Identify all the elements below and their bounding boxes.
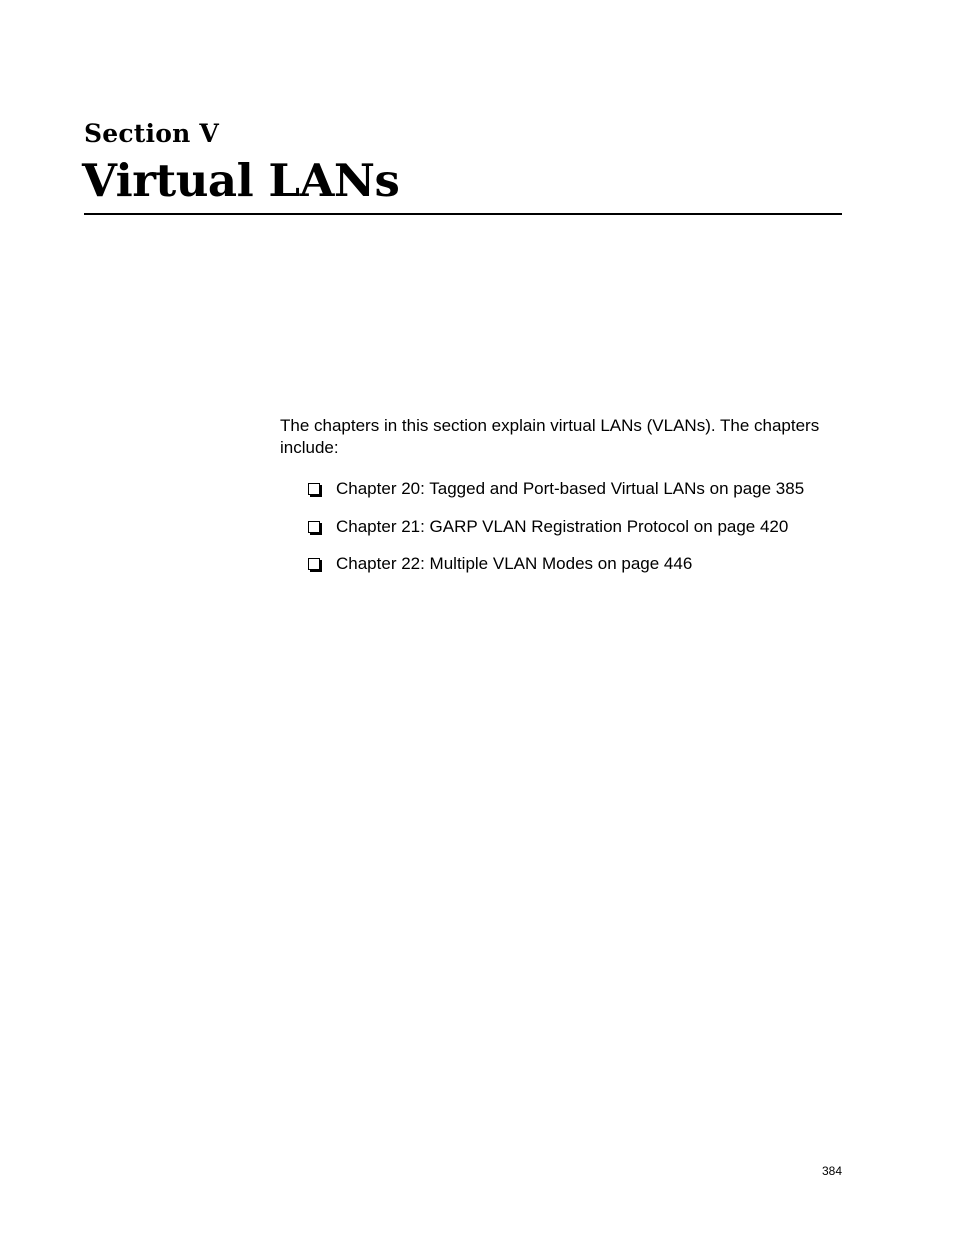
checkbox-icon: [308, 483, 320, 495]
chapter-link[interactable]: Chapter 21: GARP VLAN Registration Protocol on page 420: [336, 516, 789, 536]
section-label: Section V: [84, 119, 219, 148]
chapter-link[interactable]: Chapter 20: Tagged and Port-based Virtual LANs on page 385: [336, 479, 805, 498]
page-title: Virtual LANs: [82, 154, 400, 207]
checkbox-icon: [308, 521, 320, 533]
page-number: 384: [821, 1164, 842, 1178]
title-divider: [84, 213, 842, 215]
intro-paragraph: The chapters in this section explain virtual LANs (VLANs). The chapters include:: [280, 416, 820, 457]
chapter-link[interactable]: Chapter 22: Multiple VLAN Modes on page 446: [336, 554, 693, 573]
checkbox-icon: [308, 558, 320, 570]
